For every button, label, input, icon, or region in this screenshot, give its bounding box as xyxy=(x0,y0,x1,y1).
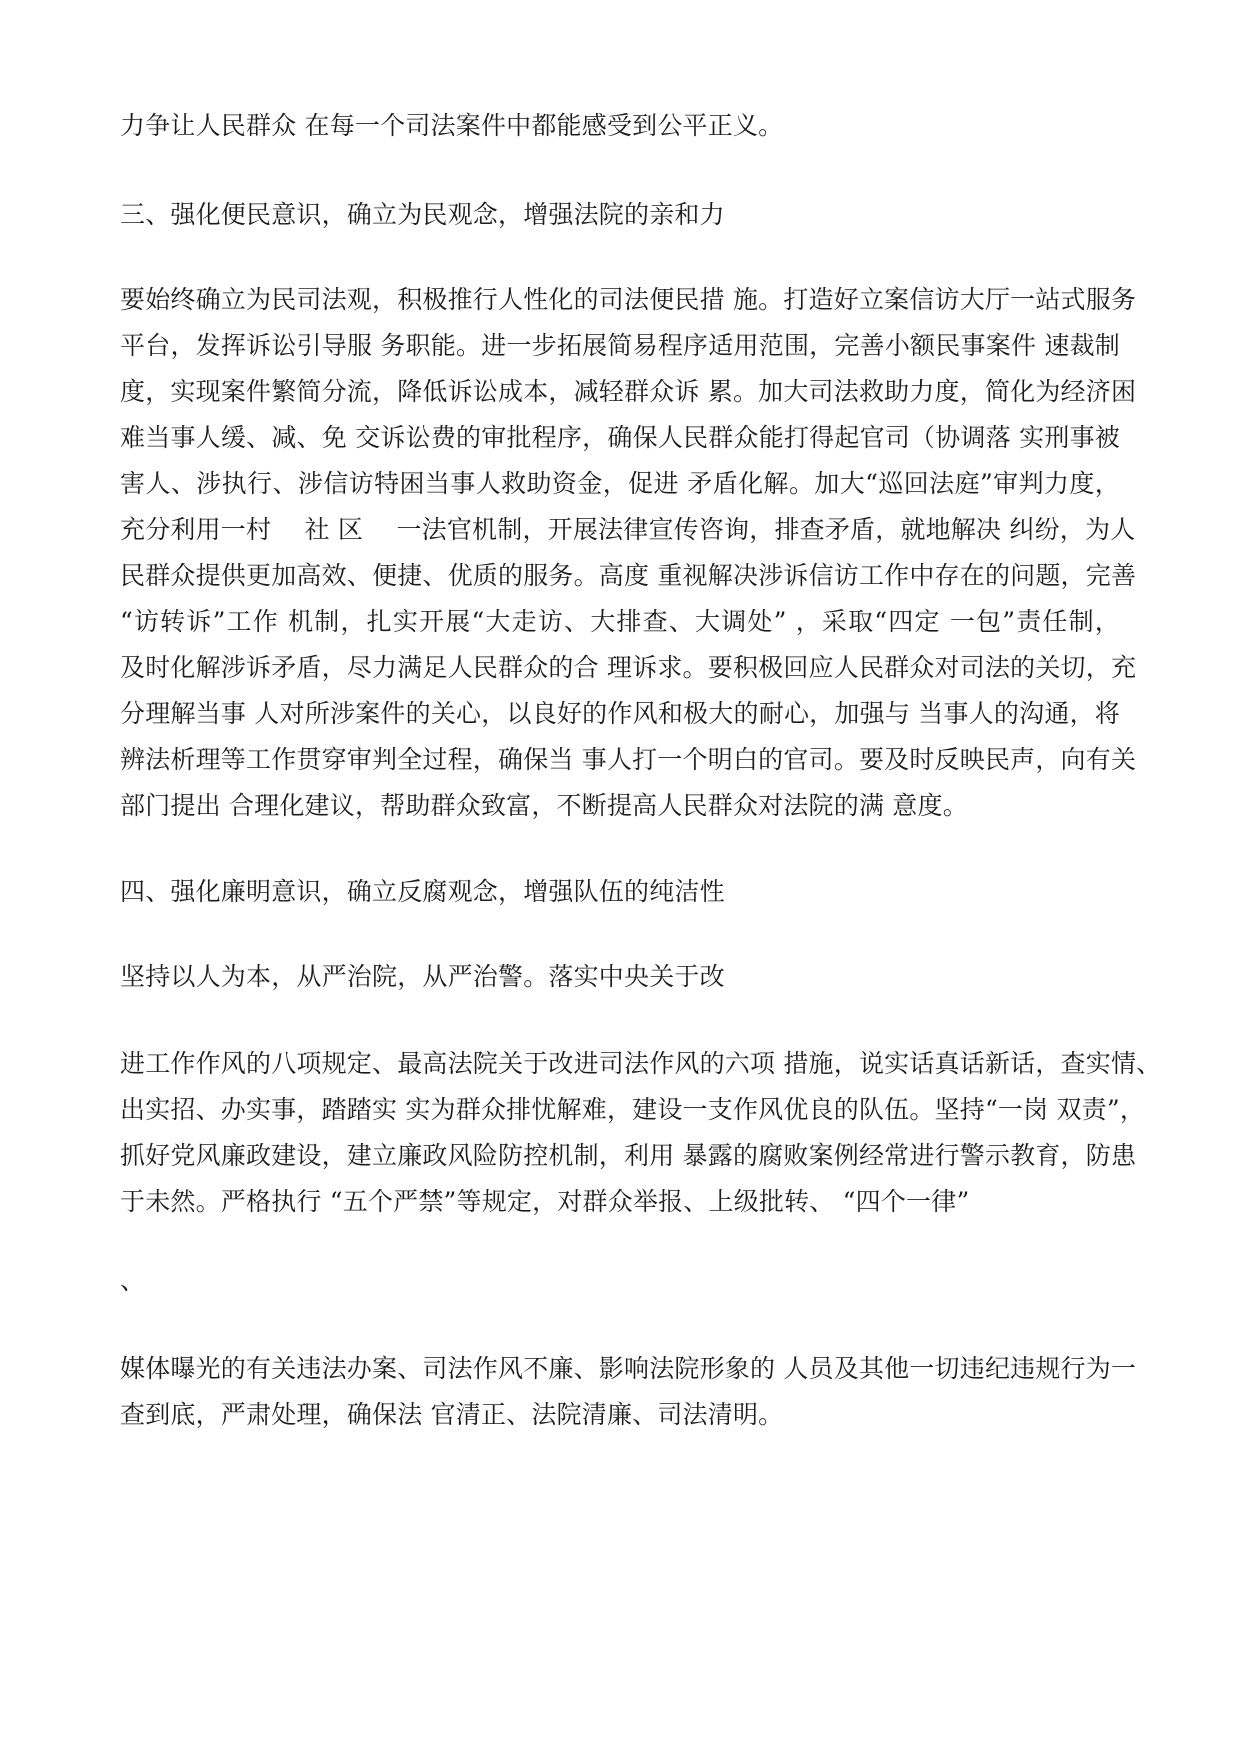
paragraph-line: 于未然。严格执行 “五个严禁”等规定，对群众举报、上级批转、 “四个一律” xyxy=(120,1187,970,1216)
paragraph-line: 民群众提供更加高效、便捷、优质的服务。高度 重视解决涉诉信访工作中存在的问题，完善 xyxy=(120,561,1137,590)
section-heading: 三、强化便民意识，确立为民观念，增强法院的亲和力 xyxy=(120,200,725,229)
paragraph-line: 查到底，严肃处理，确保法 官清正、法院清廉、司法清明。 xyxy=(120,1400,784,1429)
paragraph-line: 充分利用一村 社 区 一法官机制，开展法律宣传咨询，排查矛盾，就地解决 纠纷，为人 xyxy=(120,515,1136,544)
paragraph-line: 出实招、办实事，踏踏实 实为群众排忧解难，建设一支作风优良的队伍。坚持“一岗 双责”， xyxy=(120,1095,1146,1124)
paragraph-line: 力争让人民群众 在每一个司法案件中都能感受到公平正义。 xyxy=(120,111,784,140)
paragraph-line: 要始终确立为民司法观，积极推行人性化的司法便民措 施。打造好立案信访大厅一站式服务 xyxy=(120,285,1137,314)
paragraph-line: 进工作作风的八项规定、最高法院关于改进司法作风的六项 措施，说实话真话新话，查实情、 xyxy=(120,1049,1162,1078)
paragraph-line: 害人、涉执行、涉信访特困当事人救助资金，促进 矛盾化解。加大“巡回法庭”审判力度， xyxy=(120,469,1120,498)
paragraph-line: 平台，发挥诉讼引导服 务职能。进一步拓展简易程序适用范围，完善小额民事案件 速裁制 xyxy=(120,331,1120,360)
paragraph-line: 部门提出 合理化建议，帮助群众致富，不断提高人民群众对法院的满 意度。 xyxy=(120,791,968,820)
paragraph-line: 度，实现案件繁简分流，降低诉讼成本，减轻群众诉 累。加大司法救助力度，简化为经济困 xyxy=(120,377,1137,406)
paragraph-line: 媒体曝光的有关违法办案、司法作风不廉、影响法院形象的 人员及其他一切违纪违规行为一 xyxy=(120,1354,1137,1383)
paragraph-line: 难当事人缓、减、免 交诉讼费的审批程序，确保人民群众能打得起官司（协调落 实刑事被 xyxy=(120,423,1120,452)
paragraph-line: 、 xyxy=(120,1266,146,1295)
paragraph-line: 分理解当事 人对所涉案件的关心，以良好的作风和极大的耐心，加强与 当事人的沟通，将 xyxy=(120,699,1120,728)
paragraph-line: 辨法析理等工作贯穿审判全过程，确保当 事人打一个明白的官司。要及时反映民声，向有关 xyxy=(120,745,1137,774)
paragraph-line: 抓好党风廉政建设，建立廉政风险防控机制，利用 暴露的腐败案例经常进行警示教育，防患 xyxy=(120,1141,1137,1170)
paragraph-line: 坚持以人为本，从严治院，从严治警。落实中央关于改 xyxy=(120,962,725,991)
section-heading: 四、强化廉明意识，确立反腐观念，增强队伍的纯洁性 xyxy=(120,877,725,906)
paragraph-line: 及时化解涉诉矛盾，尽力满足人民群众的合 理诉求。要积极回应人民群众对司法的关切，充 xyxy=(120,653,1137,682)
paragraph-line: “访转诉”工作 机制，扎实开展“大走访、大排查、大调处” ，采取“四定 一包”责任制， xyxy=(120,607,1120,636)
